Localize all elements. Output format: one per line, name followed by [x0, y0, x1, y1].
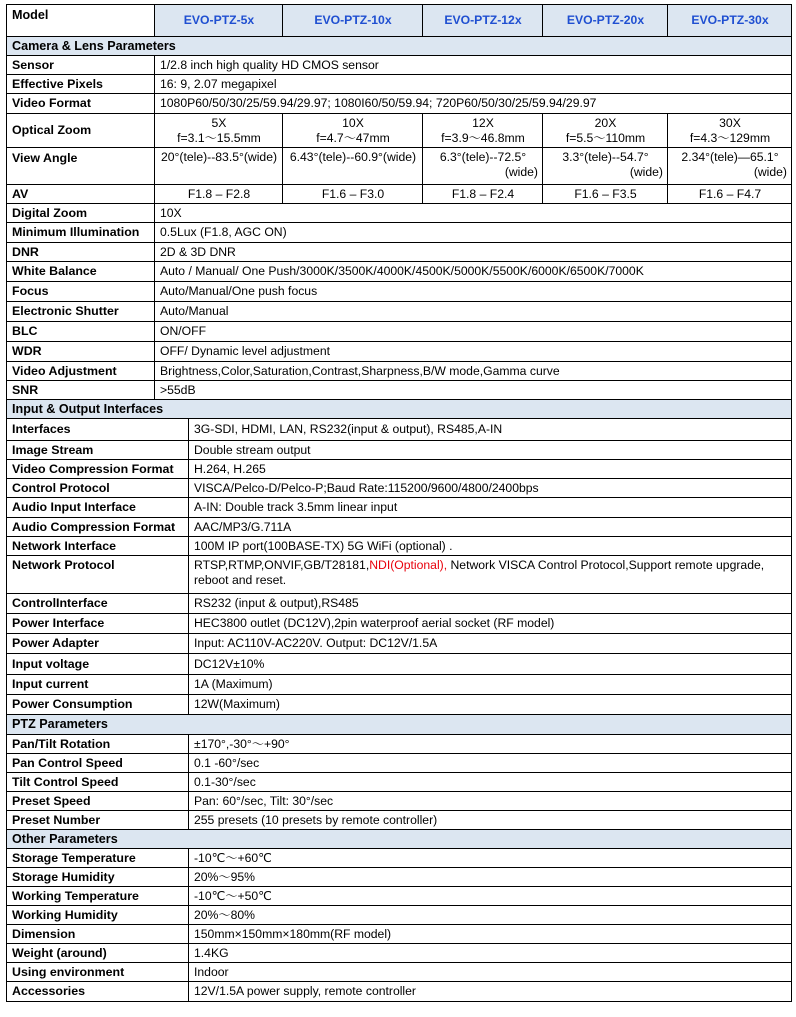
zoom-ratio: 5X: [211, 115, 227, 130]
spec-row: [7, 362, 792, 381]
spec-value: ±170°,-30°～+90°: [189, 735, 792, 754]
view-angle-value: 20°(tele)--83.5°(wide): [160, 150, 278, 164]
spec-value: VISCA/Pelco-D/Pelco-P;Baud Rate:115200/9600/4800/2400bps: [189, 479, 792, 498]
view-angle-value: 6.43°(tele)--60.9°(wide): [289, 150, 417, 164]
spec-label: Accessories: [7, 982, 189, 1002]
spec-value: 150mm×150mm×180mm(RF model): [189, 925, 792, 944]
spec-value: [189, 556, 792, 594]
av-row: [7, 185, 792, 204]
spec-row: [7, 282, 792, 302]
spec-label: BLC: [7, 322, 155, 342]
section-header-row: [7, 37, 792, 56]
spec-row: [7, 342, 792, 362]
spec-row: [7, 204, 792, 223]
av-value: F1.6 – F4.7: [668, 185, 792, 204]
spec-value: 1A (Maximum): [189, 675, 792, 695]
spec-label: Input current: [7, 675, 189, 695]
spec-value: Auto/Manual/One push focus: [155, 282, 792, 302]
spec-label: Dimension: [7, 925, 189, 944]
zoom-ratio: 30X: [719, 115, 741, 130]
zoom-cell: [155, 114, 283, 148]
spec-label: Audio Input Interface: [7, 498, 189, 518]
av-value: F1.6 – F3.5: [543, 185, 668, 204]
spec-row: [7, 460, 792, 479]
spec-value: 100M IP port(100BASE-TX) 5G WiFi (optional) .: [189, 537, 792, 556]
spec-row: [7, 634, 792, 654]
spec-label: Input voltage: [7, 654, 189, 675]
spec-label: Using environment: [7, 963, 189, 982]
view-angle-value: 2.34°(tele)—65.1°: [681, 150, 779, 164]
spec-label: Video Adjustment: [7, 362, 155, 381]
spec-value: 255 presets (10 presets by remote controller): [189, 811, 792, 830]
spec-label: Electronic Shutter: [7, 302, 155, 322]
spec-label: AV: [7, 185, 155, 204]
model-name: EVO-PTZ-20x: [543, 5, 668, 37]
av-value: F1.8 – F2.4: [423, 185, 543, 204]
spec-label: Pan Control Speed: [7, 754, 189, 773]
spec-value: Input: AC110V-AC220V. Output: DC12V/1.5A: [189, 634, 792, 654]
spec-row: [7, 735, 792, 754]
spec-label: Network Interface: [7, 537, 189, 556]
section-other-title: Other Parameters: [7, 830, 792, 849]
spec-label: Control Protocol: [7, 479, 189, 498]
spec-row: [7, 906, 792, 925]
spec-row: [7, 811, 792, 830]
spec-label: ControlInterface: [7, 594, 189, 614]
view-angle-value: 3.3°(tele)--54.7°: [562, 150, 649, 164]
spec-label: Digital Zoom: [7, 204, 155, 223]
spec-value: H.264, H.265: [189, 460, 792, 479]
focal-length: f=5.5～110mm: [565, 130, 646, 145]
spec-value: 2D & 3D DNR: [155, 243, 792, 262]
protocol-list: RTSP,RTMP,ONVIF,GB/T28181,: [194, 558, 370, 572]
spec-value: Auto/Manual: [155, 302, 792, 322]
av-value: F1.6 – F3.0: [283, 185, 423, 204]
spec-label: Minimum Illumination: [7, 223, 155, 243]
section-header-row: [7, 715, 792, 735]
spec-value: 10X: [155, 204, 792, 223]
spec-label: Video Compression Format: [7, 460, 189, 479]
spec-label: Working Humidity: [7, 906, 189, 925]
spec-value: 1/2.8 inch high quality HD CMOS sensor: [155, 56, 792, 75]
spec-row: [7, 243, 792, 262]
spec-label: Power Adapter: [7, 634, 189, 654]
spec-value: HEC3800 outlet (DC12V),2pin waterproof aerial socket (RF model): [189, 614, 792, 634]
spec-row: [7, 75, 792, 94]
spec-row: [7, 322, 792, 342]
spec-value: Double stream output: [189, 441, 792, 460]
model-header-row: [7, 5, 792, 37]
optical-zoom-row: [7, 114, 792, 148]
view-angle-cell: [283, 148, 423, 185]
spec-value: OFF/ Dynamic level adjustment: [155, 342, 792, 362]
spec-row: [7, 963, 792, 982]
spec-value: Auto / Manual/ One Push/3000K/3500K/4000K/4500K/5000K/5500K/6000K/6500K/7000K: [155, 262, 792, 282]
model-name: EVO-PTZ-5x: [155, 5, 283, 37]
spec-row: [7, 654, 792, 675]
spec-row: [7, 982, 792, 1002]
spec-label: Pan/Tilt Rotation: [7, 735, 189, 754]
model-label: Model: [7, 5, 155, 37]
protocol-list-rest: Network VISCA Control Protocol,Support remote upgrade, reboot and reset.: [194, 558, 765, 587]
spec-value: 16: 9, 2.07 megapixel: [155, 75, 792, 94]
spec-row: [7, 556, 792, 594]
spec-value: 1080P60/50/30/25/59.94/29.97; 1080I60/50/59.94; 720P60/50/30/25/59.94/29.97: [155, 94, 792, 114]
spec-value: >55dB: [155, 381, 792, 400]
spec-row: [7, 925, 792, 944]
spec-value: A-IN: Double track 3.5mm linear input: [189, 498, 792, 518]
model-name: EVO-PTZ-10x: [283, 5, 423, 37]
spec-value: 3G-SDI, HDMI, LAN, RS232(input & output), RS485,A-IN: [189, 419, 792, 441]
spec-label: Power Interface: [7, 614, 189, 634]
spec-row: [7, 94, 792, 114]
spec-value: DC12V±10%: [189, 654, 792, 675]
focal-length: f=3.9～46.8mm: [441, 130, 525, 145]
spec-value: -10℃～+50℃: [189, 887, 792, 906]
spec-label: Effective Pixels: [7, 75, 155, 94]
zoom-cell: [668, 114, 792, 148]
spec-value: Pan: 60°/sec, Tilt: 30°/sec: [189, 792, 792, 811]
spec-row: [7, 262, 792, 282]
spec-label: Image Stream: [7, 441, 189, 460]
av-value: F1.8 – F2.8: [155, 185, 283, 204]
zoom-cell: [283, 114, 423, 148]
zoom-ratio: 12X: [472, 115, 494, 130]
spec-row: [7, 518, 792, 537]
view-angle-cell: [423, 148, 543, 185]
view-angle-row: [7, 148, 792, 185]
spec-label: View Angle: [7, 148, 155, 185]
spec-label: Storage Temperature: [7, 849, 189, 868]
spec-row: [7, 887, 792, 906]
spec-row: [7, 594, 792, 614]
spec-value: 0.5Lux (F1.8, AGC ON): [155, 223, 792, 243]
spec-value: AAC/MP3/G.711A: [189, 518, 792, 537]
spec-row: [7, 754, 792, 773]
spec-row: [7, 441, 792, 460]
section-io-title: Input & Output Interfaces: [7, 400, 792, 419]
section-ptz-title: PTZ Parameters: [7, 715, 792, 735]
spec-row: [7, 792, 792, 811]
spec-row: [7, 695, 792, 715]
spec-label: White Balance: [7, 262, 155, 282]
zoom-ratio: 10X: [342, 115, 364, 130]
spec-label: Preset Number: [7, 811, 189, 830]
spec-label: Focus: [7, 282, 155, 302]
spec-row: [7, 868, 792, 887]
view-angle-suffix: (wide): [753, 165, 787, 179]
view-angle-suffix: (wide): [504, 165, 538, 179]
view-angle-cell: [155, 148, 283, 185]
section-header-row: [7, 830, 792, 849]
spec-label: Sensor: [7, 56, 155, 75]
zoom-cell: [423, 114, 543, 148]
spec-row: [7, 56, 792, 75]
spec-row: [7, 675, 792, 695]
zoom-cell: [543, 114, 668, 148]
spec-row: [7, 849, 792, 868]
view-angle-cell: [668, 148, 792, 185]
focal-length: f=4.7～47mm: [316, 130, 390, 145]
spec-label: Audio Compression Format: [7, 518, 189, 537]
ndi-optional-note: NDI(Optional),: [369, 558, 448, 572]
section-camera-title: Camera & Lens Parameters: [7, 37, 792, 56]
spec-value: 12W(Maximum): [189, 695, 792, 715]
view-angle-cell: [543, 148, 668, 185]
spec-row: [7, 498, 792, 518]
spec-row: [7, 944, 792, 963]
spec-label: Tilt Control Speed: [7, 773, 189, 792]
spec-value: ON/OFF: [155, 322, 792, 342]
section-header-row: [7, 400, 792, 419]
spec-label: Weight (around): [7, 944, 189, 963]
spec-row: [7, 381, 792, 400]
zoom-ratio: 20X: [594, 115, 617, 130]
spec-value: 20%～80%: [189, 906, 792, 925]
spec-value: 12V/1.5A power supply, remote controller: [189, 982, 792, 1002]
spec-row: [7, 537, 792, 556]
spec-label: Network Protocol: [7, 556, 189, 594]
focal-length: f=3.1～15.5mm: [177, 130, 261, 145]
focal-length: f=4.3～129mm: [689, 130, 771, 145]
spec-label: Power Consumption: [7, 695, 189, 715]
spec-row: [7, 419, 792, 441]
spec-label: Storage Humidity: [7, 868, 189, 887]
spec-row: [7, 223, 792, 243]
spec-label: DNR: [7, 243, 155, 262]
model-name: EVO-PTZ-30x: [668, 5, 792, 37]
spec-row: [7, 479, 792, 498]
spec-row: [7, 302, 792, 322]
spec-value: -10℃～+60℃: [189, 849, 792, 868]
spec-label: Interfaces: [7, 419, 189, 441]
spec-value: 0.1 -60°/sec: [189, 754, 792, 773]
view-angle-value: 6.3°(tele)--72.5°: [439, 150, 527, 164]
spec-value: 0.1-30°/sec: [189, 773, 792, 792]
spec-label: Preset Speed: [7, 792, 189, 811]
spec-label: Video Format: [7, 94, 155, 114]
model-name: EVO-PTZ-12x: [423, 5, 543, 37]
spec-row: [7, 614, 792, 634]
spec-table: [6, 4, 792, 1002]
view-angle-suffix: (wide): [629, 165, 663, 179]
spec-label: Optical Zoom: [7, 114, 155, 148]
spec-value: Brightness,Color,Saturation,Contrast,Sharpness,B/W mode,Gamma curve: [155, 362, 792, 381]
spec-value: Indoor: [189, 963, 792, 982]
spec-label: WDR: [7, 342, 155, 362]
spec-value: 1.4KG: [189, 944, 792, 963]
spec-label: SNR: [7, 381, 155, 400]
spec-row: [7, 773, 792, 792]
spec-value: 20%～95%: [189, 868, 792, 887]
spec-label: Working Temperature: [7, 887, 189, 906]
spec-value: RS232 (input & output),RS485: [189, 594, 792, 614]
